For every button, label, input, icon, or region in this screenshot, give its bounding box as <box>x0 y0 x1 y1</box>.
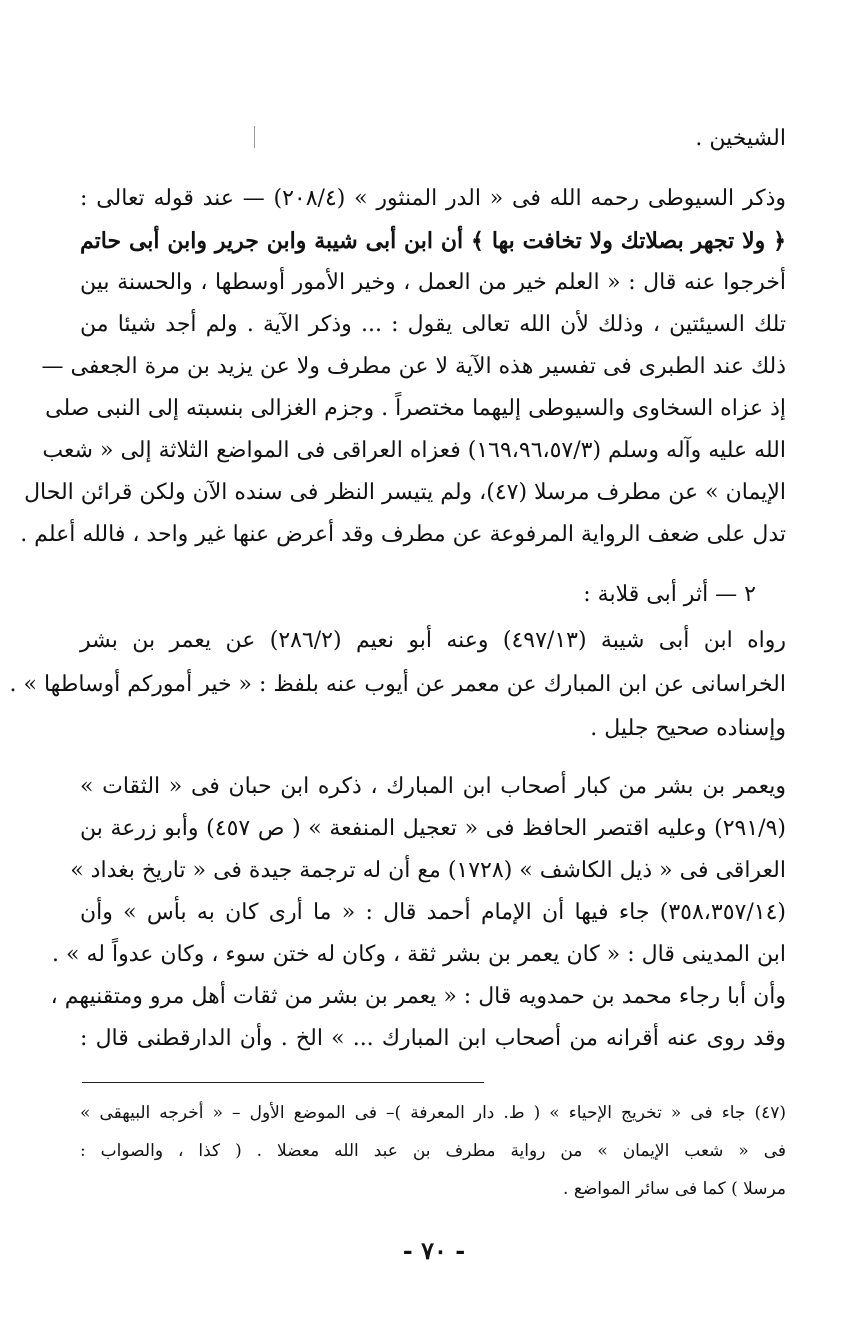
footnote-line-1: (٤٧) جاء فى « تخريج الإحياء » ( ط. دار المعرفة )– فى الموضع الأول – « أخرجه البيهقى » <box>80 1103 786 1123</box>
text-line-1: الشيخين . <box>695 126 786 151</box>
text-line-5: تلك السيئتين ، وذلك لأن الله تعالى يقول : ... وذكر الآية . ولم أجد شيئا من <box>80 312 786 337</box>
text-line-19: ابن المدينى قال : « كان يعمر بن بشر ثقة ، وكان له ختن سوء ، وكان عدواً له » . <box>52 942 786 967</box>
text-line-8: الله عليه وآله وسلم (١٦٩،٩٦،٥٧/٣) فعزاه العراقى فى المواضع الثلاثة إلى « شعب <box>42 438 786 463</box>
footnote-line-2: فى « شعب الإيمان » من رواية مطرف بن عبد الله معضلا . ( كذا ، والصواب : <box>80 1141 786 1161</box>
text-line-17: العراقى فى « ذيل الكاشف » (١٧٢٨) مع أن له ترجمة جيدة فى « تاريخ بغداد » <box>70 858 786 883</box>
footnote-rule <box>82 1082 484 1083</box>
text-line-12: رواه ابن أبى شيبة (٤٩٧/١٣) وعنه أبو نعيم (٢٨٦/٢) عن يعمر بن بشر <box>80 628 786 653</box>
text-line-3: ﴿ ولا تجهر بصلاتك ولا تخافت بها ﴾ أن ابن أبى شيبة وابن جرير وابن أبى حاتم <box>80 228 786 254</box>
section-heading: ٢ — أثر أبى قلابة : <box>583 582 756 607</box>
text-line-20: وأن أبا رجاء محمد بن حمدويه قال : « يعمر بن بشر من ثقات أهل مرو ومتقنيهم ، <box>50 984 786 1009</box>
text-line-15: ويعمر بن بشر من كبار أصحاب ابن المبارك ، ذكره ابن حبان فى « الثقات » <box>80 774 786 799</box>
text-line-18: (٣٥٨،٣٥٧/١٤) جاء فيها أن الإمام أحمد قال : « ما أرى كان به بأس » وأن <box>80 900 786 925</box>
text-line-10: تدل على ضعف الرواية المرفوعة عن مطرف وقد أعرض عنها غير واحد ، فالله أعلم . <box>20 522 786 547</box>
text-line-2: وذكر السيوطى رحمه الله فى « الدر المنثور » (٢٠٨/٤) — عند قوله تعالى : <box>80 186 786 211</box>
text-line-21: وقد روى عنه أقرانه من أصحاب ابن المبارك ... » الخ . وأن الدارقطنى قال : <box>80 1026 786 1051</box>
text-line-14: وإسناده صحيح جليل . <box>590 716 786 741</box>
text-line-9: الإيمان » عن مطرف مرسلا (٤٧)، ولم يتيسر النظر فى سنده الآن ولكن قرائن الحال <box>24 480 786 505</box>
text-line-6: ذلك عند الطبرى فى تفسير هذه الآية لا عن مطرف ولا عن يزيد بن مرة الجعفى — <box>41 354 786 379</box>
text-line-13: الخراسانى عن ابن المبارك عن معمر عن أيوب عنه بلفظ : « خير أموركم أوساطها » . <box>9 672 786 697</box>
text-line-16: (٢٩١/٩) وعليه اقتصر الحافظ فى « تعجيل المنفعة » ( ص ٤٥٧) وأبو زرعة بن <box>80 816 786 841</box>
page-number: - ٧٠ - <box>402 1236 466 1265</box>
text-line-7: إذ عزاه السخاوى والسيوطى إليهما مختصراً . وجزم الغزالى بنسبته إلى النبى صلى <box>45 396 786 421</box>
footnote-line-3: مرسلا ) كما فى سائر المواضع . <box>563 1179 786 1199</box>
text-line-4: أخرجوا عنه قال : « العلم خير من العمل ، وخير الأمور أوسطها ، والحسنة بين <box>80 270 786 295</box>
